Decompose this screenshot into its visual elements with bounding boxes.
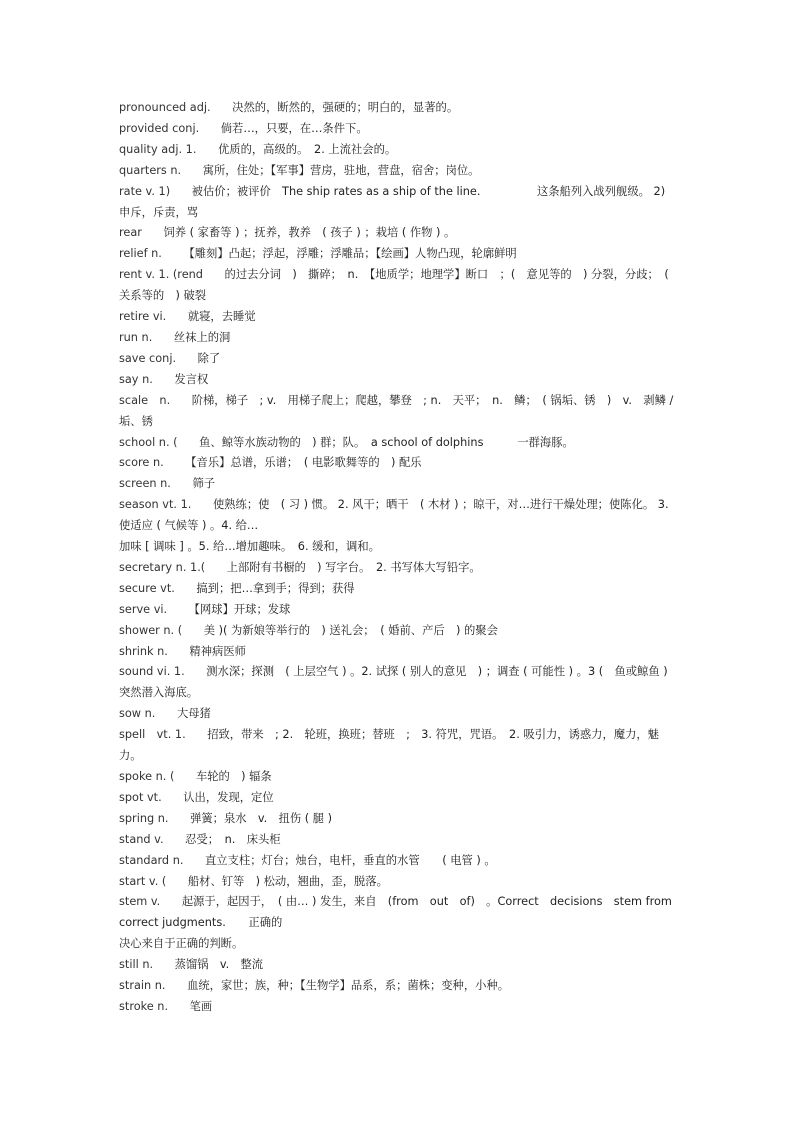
entry-word: sow n. [119,707,156,721]
entry-word: run n. [119,330,153,344]
entry-word: rate v. 1) [119,184,171,198]
glossary-entry [119,495,675,537]
glossary-entry [119,182,675,224]
entry-word: stand v. [119,832,164,846]
entry-word: save conj. [119,351,177,365]
entry-definition: 决心来自于正确的判断。 [119,937,244,951]
entry-definition: 的过去分词 ) 撕碎； n. 【地质学；地理学】断口 ；( 意见等的 ) 分裂，分歧； ( 关系等的 ) 破裂 [119,268,669,303]
glossary-entry [119,767,675,788]
glossary-entry [119,830,675,851]
entry-definition: 招致，带来 ; 2. 轮班，换班；替班 ; 3. 符咒，咒语。 2. 吸引力，诱惑力，魔力，魅力。 [119,728,659,763]
glossary-list [119,98,675,1018]
entry-definition: 搞到；把…拿到手；得到；获得 [196,581,355,595]
glossary-entry [119,642,675,663]
entry-word: shrink n. [119,644,168,658]
entry-word: school n. ( [119,435,178,449]
entry-definition: 起源于，起因于， ( 由… ) 发生，来自 (from out of) 。Correct decisions stem from correct judgments. 正确的 [119,895,672,930]
glossary-entry [119,725,675,767]
glossary-entry [119,934,675,955]
entry-word: stroke n. [119,999,169,1013]
glossary-entry [119,391,675,433]
entry-definition: 【网球】开球；发球 [188,602,291,616]
glossary-entry [119,223,675,244]
entry-definition: 优质的，高级的。 2. 上流社会的。 [217,142,397,156]
entry-definition: 【音乐】总谱，乐谱； ( 电影歌舞等的 ) 配乐 [185,456,422,470]
glossary-entry [119,558,675,579]
entry-definition: 精神病医师 [189,644,246,658]
entry-word: start v. ( [119,874,167,888]
glossary-entry [119,537,675,558]
entry-word: scale n. [119,393,171,407]
glossary-entry [119,809,675,830]
glossary-entry [119,140,675,161]
glossary-entry [119,976,675,997]
entry-definition: 被估价；被评价 The ship rates as a ship of the line. 这条船列入战列舰级。 2) 申斥，斥责，骂 [119,184,677,219]
entry-word: relief n. [119,247,162,261]
glossary-entry [119,453,675,474]
entry-definition: 就寝，去睡觉 [187,310,256,324]
entry-definition: 大母猪 [176,707,211,721]
entry-definition: 筛子 [192,477,216,491]
glossary-entry [119,244,675,265]
entry-word: spoke n. ( [119,770,175,783]
glossary-entry [119,433,675,454]
glossary-entry [119,851,675,872]
entry-word: stem v. [119,895,161,909]
glossary-entry [119,600,675,621]
entry-word: secure vt. [119,581,175,595]
entry-definition: 加味 [ 调味 ] 。5. 给…增加趣味。 6. 缓和，调和。 [119,540,380,554]
glossary-entry [119,872,675,893]
entry-word: standard n. [119,853,184,867]
entry-definition: 使熟练；使 ( 习 ) 惯。 2. 风干；晒干 ( 木材 ) ；晾干，对…进行干燥处理；使陈化。 3. 使适应 ( 气候等 ) 。4. 给… [119,498,669,533]
entry-definition: 美 )( 为新娘等举行的 ) 送礼会； ( 婚前、产后 ) 的聚会 [203,623,498,637]
entry-word: strain n. [119,979,166,993]
glossary-entry [119,474,675,495]
entry-word: retire vi. [119,310,167,324]
entry-word: still n. [119,958,154,972]
glossary-entry [119,307,675,328]
entry-definition: 弹簧；泉水 v. 扭伤 ( 腿 ) [190,811,333,825]
entry-word: rent v. 1. (rend [119,268,203,282]
entry-word: secretary n. 1.( [119,560,206,574]
entry-word: say n. [119,372,153,386]
entry-word: score n. [119,456,164,470]
glossary-entry [119,788,675,809]
entry-definition: 认出，发现，定位 [183,790,274,804]
entry-word: provided conj. [119,121,200,135]
entry-definition: 测水深；探测 ( 上层空气 ) 。2. 试探 ( 别人的意见 ) ；调查 ( 可能性 ) 。3 ( 鱼或鲸鱼 ) 突然潜入海底。 [119,665,668,700]
glossary-entry [119,119,675,140]
entry-definition: 饲养 ( 家畜等 ) ；抚养，教养 ( 孩子 ) ；栽培 ( 作物 ) 。 [163,226,456,240]
glossary-entry [119,892,675,934]
entry-word: spot vt. [119,790,162,804]
entry-definition: 血统，家世；族，种；【生物学】品系，系；菌株；变种，小种。 [187,979,510,993]
entry-word: screen n. [119,477,171,491]
entry-word: quarters n. [119,163,182,177]
entry-word: rear [119,226,142,240]
entry-word: spell vt. 1. [119,728,186,742]
entry-definition: 寓所，住处；【军事】营房，驻地，营盘，宿舍；岗位。 [202,163,480,177]
entry-definition: 上部附有书橱的 ) 写字台。 2. 书写体大写铅字。 [226,560,481,574]
glossary-entry [119,349,675,370]
glossary-entry [119,621,675,642]
glossary-entry [119,997,675,1018]
entry-word: shower n. ( [119,623,183,637]
entry-definition: 发言权 [174,372,209,386]
entry-definition: 【雕刻】凸起；浮起，浮雕；浮雕品；【绘画】人物凸现，轮廓鲜明 [183,247,517,261]
entry-definition: 鱼、鲸等水族动物的 ) 群；队。 a school of dolphins 一群海豚。 [199,435,574,449]
entry-definition: 决然的，断然的，强硬的；明白的，显著的。 [232,101,459,114]
entry-definition: 直立支柱；灯台；烛台，电杆，垂直的水管 ( 电管 ) 。 [205,853,496,867]
entry-word: serve vi. [119,602,168,616]
entry-definition: 船材、钉等 ) 松动，翘曲，歪，脱落。 [187,874,388,888]
entry-definition: 车轮的 ) 辐条 [195,770,272,783]
entry-definition: 倘若…，只要，在…条件下。 [220,121,368,135]
glossary-entry [119,161,675,182]
entry-definition: 除了 [197,351,221,365]
glossary-entry [119,370,675,391]
entry-word: season vt. 1. [119,498,192,512]
glossary-entry [119,265,675,307]
glossary-entry [119,704,675,725]
glossary-entry [119,328,675,349]
entry-definition: 阶梯，梯子 ; v. 用梯子爬上；爬越，攀登 ; n. 天平； n. 鳞； ( 锅垢、锈 ) v. 剥鳞 / 垢、锈 [119,393,674,428]
entry-definition: 蒸馏锅 v. 整流 [174,958,264,972]
entry-word: sound vi. 1. [119,665,185,679]
glossary-entry [119,955,675,976]
entry-word: quality adj. 1. [119,142,197,156]
entry-word: pronounced adj. [119,101,211,114]
glossary-entry [119,98,675,119]
glossary-entry [119,662,675,704]
entry-definition: 忍受； n. 床头柜 [185,832,281,846]
glossary-entry [119,579,675,600]
entry-definition: 丝袜上的洞 [173,330,231,344]
entry-word: spring n. [119,811,169,825]
entry-definition: 笔画 [189,999,213,1013]
